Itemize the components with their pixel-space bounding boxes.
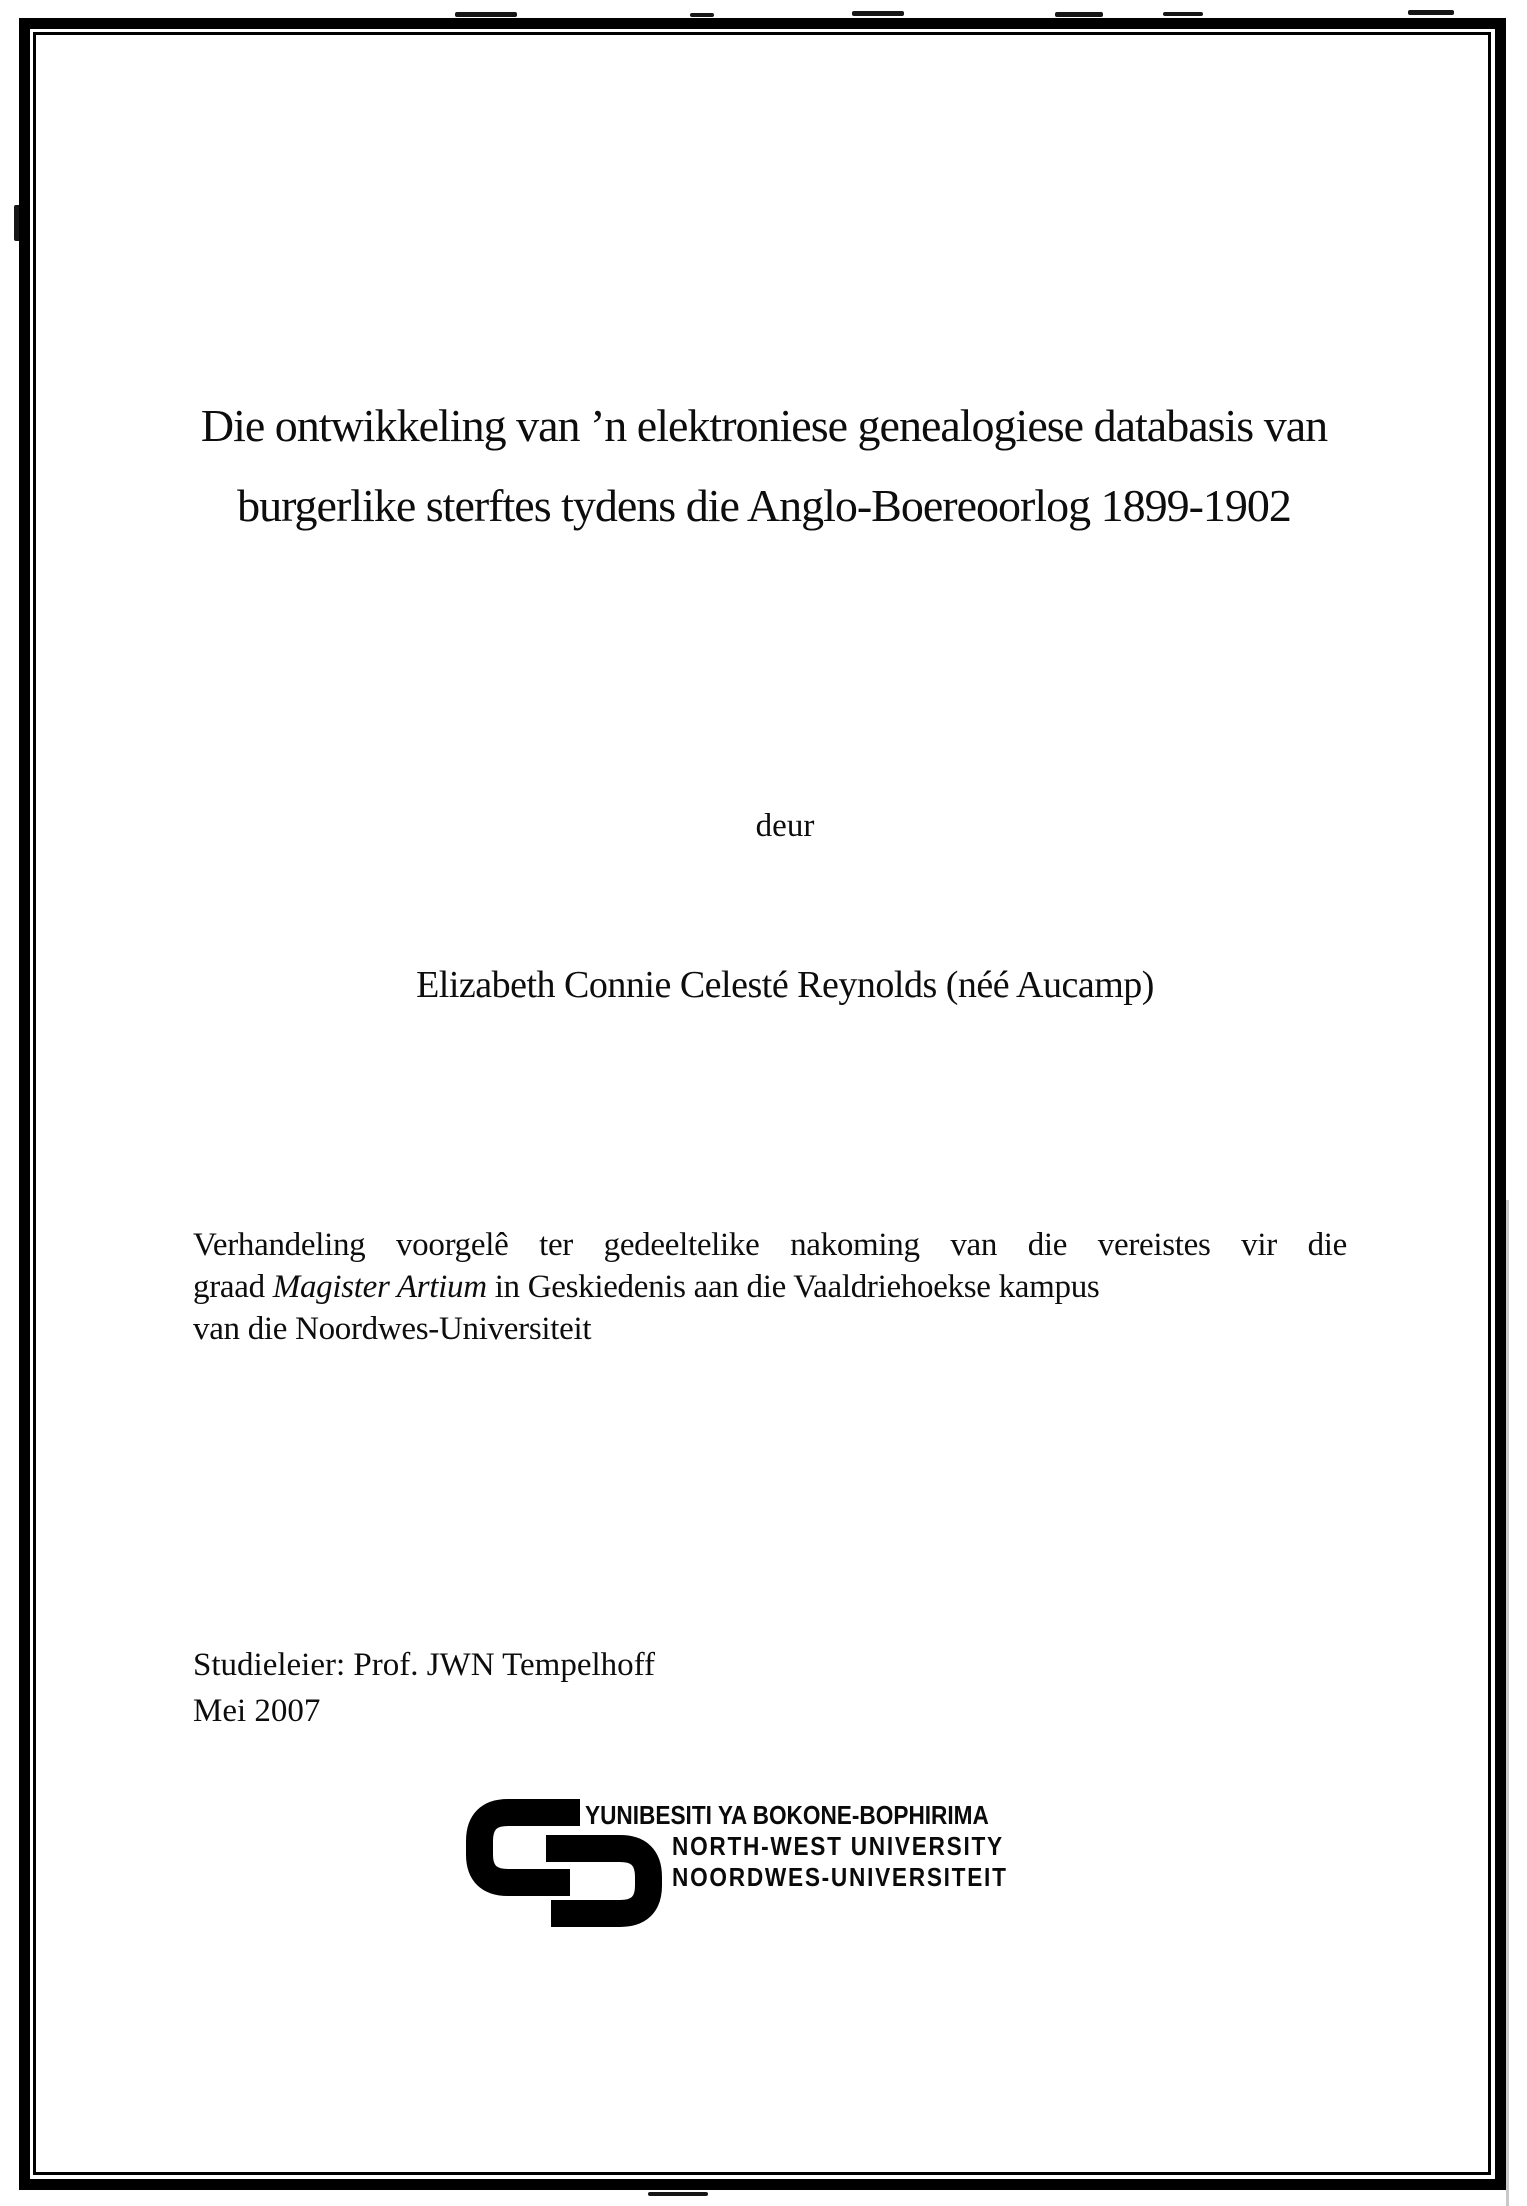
thesis-title-line-2: burgerlike sterftes tydens die Anglo-Boereoorlog 1899-1902 xyxy=(237,480,1291,531)
statement-line-3: van die Noordwes-Universiteit xyxy=(193,1311,592,1347)
university-logo-text xyxy=(585,1800,1008,1893)
scan-artifact xyxy=(1408,10,1454,15)
scan-artifact xyxy=(852,11,904,16)
logo-text-line-2: NORTH-WEST UNIVERSITY xyxy=(672,1831,1004,1861)
statement-line-2-pre: graad xyxy=(193,1269,265,1305)
logo-text-line-3: NOORDWES-UNIVERSITEIT xyxy=(672,1862,1008,1892)
scan-artifact xyxy=(690,13,714,17)
thesis-statement xyxy=(193,1224,1347,1350)
statement-line-2 xyxy=(193,1266,1347,1308)
thesis-title xyxy=(90,386,1438,546)
author-name: Elizabeth Connie Celesté Reynolds (néé Aucamp) xyxy=(416,964,1154,1006)
degree-name-italic: Magister Artium xyxy=(272,1269,487,1305)
scan-artifact xyxy=(648,2192,708,2196)
date-line: Mei 2007 xyxy=(193,1693,321,1729)
scan-artifact xyxy=(1055,12,1103,17)
scan-edge-line xyxy=(1506,1200,1509,2206)
statement-line-1: Verhandeling voorgelê ter gedeeltelike nakoming van die vereistes vir die xyxy=(193,1227,1347,1263)
supervisor-line: Studieleier: Prof. JWN Tempelhoff xyxy=(193,1647,656,1683)
logo-text-line-1: YUNIBESITI YA BOKONE-BOPHIRIMA xyxy=(585,1800,989,1830)
scan-artifact xyxy=(455,12,517,17)
scan-artifact xyxy=(1163,12,1203,16)
byline-label: deur xyxy=(755,808,815,844)
statement-line-2-post: in Geskiedenis aan die Vaaldriehoekse kampus xyxy=(494,1269,1100,1305)
thesis-title-line-1: Die ontwikkeling van ’n elektroniese genealogiese databasis van xyxy=(200,400,1328,451)
supervisor-block xyxy=(193,1642,655,1734)
